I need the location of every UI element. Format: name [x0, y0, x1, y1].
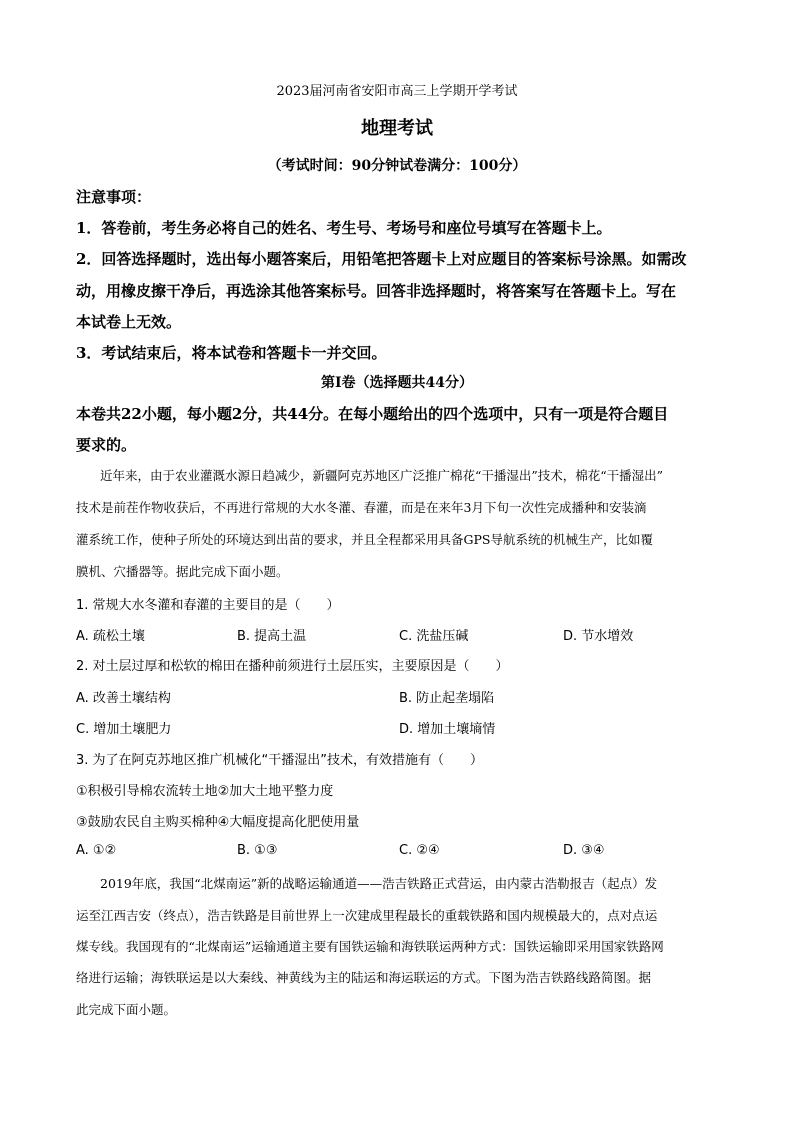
passage-1-line-4: 膜机、穴播器等。据此完成下面小题。 — [76, 564, 289, 579]
question-3-statement-1: ①积极引导棉农流转土地②加大土地平整力度 — [76, 784, 334, 799]
exam-subtitle: （考试时间：90分钟试卷满分：100分） — [267, 158, 527, 174]
passage-1-line-3: 灌系统工作，使种子所处的环境达到出苗的要求，并且全程都采用具备GPS导航系统的机械生产，比如覆 — [76, 532, 653, 547]
passage-2-line-2: 运至江西吉安（终点），浩吉铁路是目前世界上一次建成里程最长的重载铁路和国内规模最大的，点对点运 — [76, 908, 658, 923]
question-1-option-b: B. 提高土温 — [237, 629, 307, 644]
question-3-option-a: A. ①② — [76, 843, 117, 858]
passage-2-line-5: 此完成下面小题。 — [76, 1002, 177, 1017]
question-3-option-b: B. ①③ — [237, 843, 278, 858]
notice-item-1: 1．答卷前，考生务必将自己的姓名、考生号、考场号和座位号填写在答题卡上。 — [76, 219, 612, 237]
passage-1-line-2: 技术是前茬作物收获后，不再进行常规的大水冬灌、春灌，而是在来年3月下旬一次性完成播种和安装滴 — [76, 500, 647, 515]
section-desc-line-1: 本卷共22小题，每小题2分，共44分。在每小题给出的四个选项中，只有一项是符合题目 — [76, 405, 669, 423]
notice-item-3: 3．考试结束后，将本试卷和答题卡一并交回。 — [76, 344, 387, 362]
question-2-option-a: A. 改善土壤结构 — [76, 691, 171, 706]
passage-2-line-3: 煤专线。我国现有的“北煤南运”运输通道主要有国铁运输和海铁联运两种方式：国铁运输即采用国家铁路网 — [76, 939, 664, 954]
exam-header: 2023届河南省安阳市高三上学期开学考试 — [276, 84, 518, 99]
question-3-stem: 3. 为了在阿克苏地区推广机械化“干播湿出”技术，有效措施有（ ） — [76, 753, 484, 768]
passage-2-line-4: 络进行运输；海铁联运是以大秦线、神黄线为主的陆运和海运联运的方式。下图为浩吉铁路线路简图。据 — [76, 970, 652, 985]
question-3-option-d: D. ③④ — [563, 843, 605, 858]
question-1-option-a: A. 疏松土壤 — [76, 629, 145, 644]
question-1-option-d: D. 节水增效 — [563, 629, 634, 644]
question-3-option-c: C. ②④ — [399, 843, 440, 858]
question-1-option-c: C. 洗盐压碱 — [399, 629, 469, 644]
question-3-statement-2: ③鼓励农民自主购买棉种④大幅度提高化肥使用量 — [76, 815, 360, 830]
question-2-option-c: C. 增加土壤肥力 — [76, 722, 172, 737]
notice-heading: 注意事项： — [76, 188, 152, 206]
question-2-option-d: D. 增加土壤墒情 — [399, 722, 496, 737]
section-desc-line-2: 要求的。 — [76, 436, 137, 454]
question-2-stem: 2. 对土层过厚和松软的棉田在播种前须进行土层压实，主要原因是（ ） — [76, 659, 509, 674]
question-2-option-b: B. 防止起垄塌陷 — [399, 691, 495, 706]
notice-item-2-line-3: 本试卷上无效。 — [76, 313, 182, 331]
passage-2-line-1: 2019年底，我国“北煤南运”新的战略运输通道——浩吉铁路正式营运，由内蒙古浩勒报吉（起点）发 — [100, 876, 658, 891]
question-1-stem: 1. 常规大水冬灌和春灌的主要目的是（ ） — [76, 598, 340, 613]
passage-1-line-1: 近年来，由于农业灌溉水源日趋减少，新疆阿克苏地区广泛推广棉花“干播湿出”技术，棉花“干播湿出” — [100, 468, 664, 483]
notice-item-2-line-1: 2．回答选择题时，选出每小题答案后，用铅笔把答题卡上对应题目的答案标号涂黑。如需改 — [76, 250, 687, 268]
notice-item-2-line-2: 动，用橡皮擦干净后，再选涂其他答案标号。回答非选择题时，将答案写在答题卡上。写在 — [76, 282, 677, 300]
section-title: 第I卷（选择题共44分） — [320, 375, 474, 391]
exam-title: 地理考试 — [361, 118, 433, 139]
